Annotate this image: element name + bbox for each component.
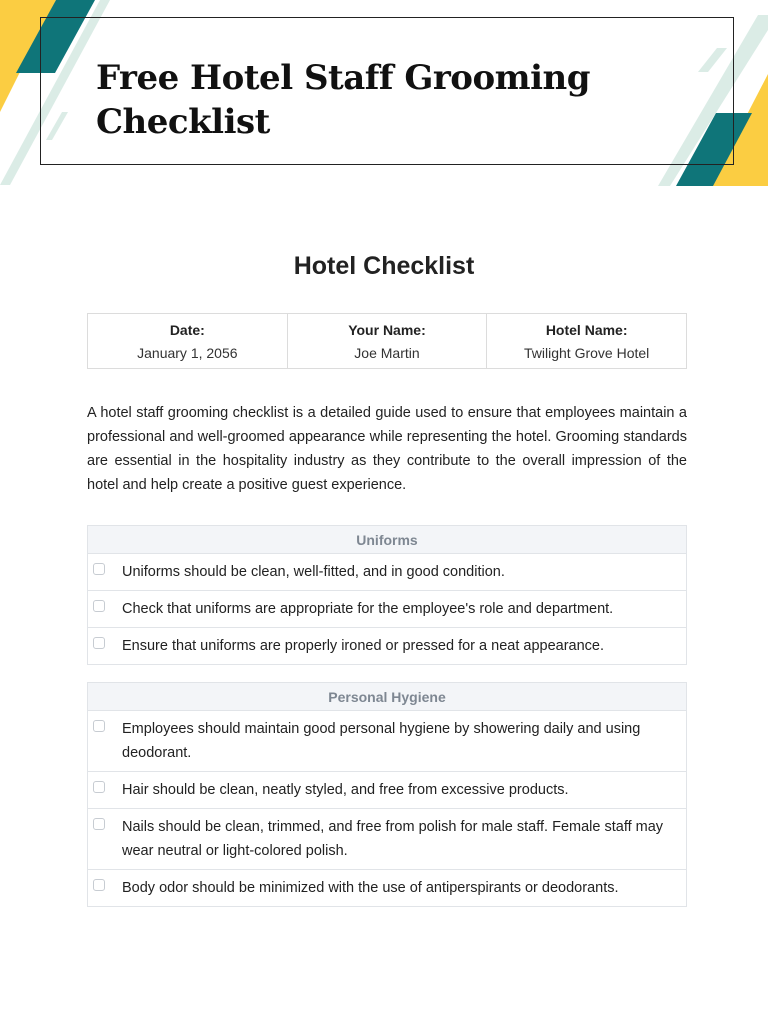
- checklist-item-text: Hair should be clean, neatly styled, and free from excessive products.: [122, 782, 569, 798]
- info-table: [87, 313, 687, 369]
- checkbox[interactable]: [93, 637, 105, 649]
- name-label: Your Name:: [348, 321, 426, 338]
- checklist-item: [87, 870, 687, 907]
- checkbox[interactable]: [93, 720, 105, 732]
- section-personal-hygiene: [87, 682, 687, 907]
- checklist-item: [87, 591, 687, 628]
- date-label: Date:: [169, 321, 205, 338]
- checkbox[interactable]: [93, 879, 105, 891]
- intro-paragraph: A hotel staff grooming checklist is a detailed guide used to ensure that employees maintain a professional and well-groomed appearance while representing the hotel. Grooming standards are essential in the hospitality industry as they contribute to the overall impression of the hotel and help create a positive guest experience.: [87, 405, 687, 493]
- checklist-heading: Hotel Checklist: [293, 252, 475, 280]
- section-uniforms: [87, 525, 687, 665]
- checklist-item-text: Body odor should be minimized with the use of antiperspirants or deodorants.: [122, 880, 619, 896]
- checklist-item: [87, 554, 687, 591]
- checklist-item: [87, 772, 687, 809]
- info-row: [88, 314, 687, 369]
- document-title: Free Hotel Staff Grooming Checklist: [96, 58, 591, 142]
- checklist-item-text: Nails should be clean, trimmed, and free from polish for male staff. Female staff may wear neutral or light-colored polish.: [122, 819, 664, 859]
- date-cell: [88, 314, 288, 369]
- date-value: January 1, 2056: [137, 344, 238, 361]
- checklist-item-text: Uniforms should be clean, well-fitted, and in good condition.: [122, 564, 505, 580]
- checkbox[interactable]: [93, 600, 105, 612]
- checkbox[interactable]: [93, 781, 105, 793]
- hotel-label: Hotel Name:: [545, 321, 628, 338]
- checkbox[interactable]: [93, 818, 105, 830]
- name-cell: [287, 314, 487, 369]
- checklist-item: [87, 809, 687, 870]
- name-value: Joe Martin: [354, 344, 420, 361]
- checklist-item-text: Employees should maintain good personal hygiene by showering daily and using deodorant.: [122, 721, 641, 761]
- checklist-item-text: Check that uniforms are appropriate for the employee's role and department.: [122, 601, 614, 617]
- section-heading: Personal Hygiene: [87, 682, 687, 711]
- checklist-item: [87, 711, 687, 772]
- hotel-cell: [487, 314, 687, 369]
- hotel-value: Twilight Grove Hotel: [524, 344, 650, 361]
- checklist-item: [87, 628, 687, 665]
- checkbox[interactable]: [93, 563, 105, 575]
- section-heading: Uniforms: [87, 525, 687, 554]
- checklist-item-text: Ensure that uniforms are properly ironed or pressed for a neat appearance.: [122, 638, 604, 654]
